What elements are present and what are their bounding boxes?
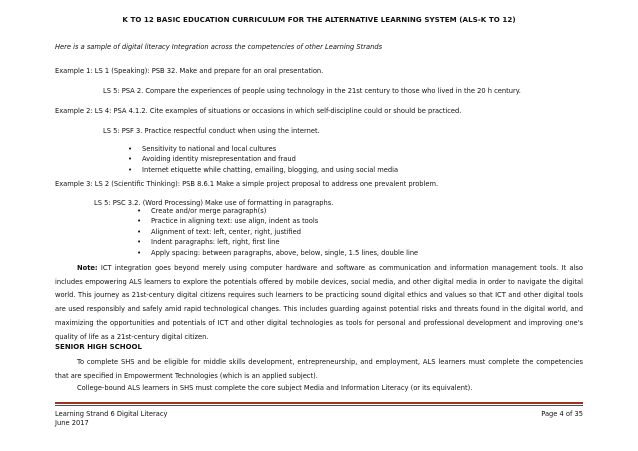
example-1-sub: LS 5: PSA 2. Compare the experiences of people using technology in the 21st century to those who lived in the 20 h century.: [103, 87, 521, 95]
footer-divider: [55, 402, 583, 404]
shs-paragraph-2: College-bound ALS learners in SHS must complete the core subject Media and Information Literacy (or its equivalent).: [77, 384, 473, 392]
footer-strand: Learning Strand 6 Digital Literacy: [55, 410, 168, 418]
list-item: • Practice in aligning text: use align, indent as tools: [137, 216, 418, 226]
section-title: SENIOR HIGH SCHOOL: [55, 343, 142, 351]
example-1-line: Example 1: LS 1 (Speaking): PSB 32. Make and prepare for an oral presentation.: [55, 67, 324, 75]
intro-text: Here is a sample of digital literacy Integration across the competencies of other Learning Strands: [55, 43, 383, 51]
example-2-bullet-list: [128, 144, 398, 175]
example-2-sub: LS 5: PSF 3. Practice respectful conduct when using the internet.: [103, 127, 320, 135]
list-item: • Avoiding identity misrepresentation and fraud: [128, 154, 398, 164]
list-item: • Internet etiquette while chatting, emailing, blogging, and using social media: [128, 165, 398, 175]
note-text: ICT integration goes beyond merely using computer hardware and software as communication and information management tools. It also includes empowering ALS learners to explore the potentials offered by mobile devices, social media, and other digital media in order to navigate the digital world. This journey as 21st-century digital citizens requires such learners to be practicing sound digital ethics and values so that ICT and other digital tools are used responsibly and safely amid rapid technological changes. This includes guarding against potential risks and threats found in the digital world, and maximizing the opportunities and potentials of ICT and other digital technologies as tools for personal and professional development and improving one's quality of life as a 21st-century digital citizen.: [55, 264, 583, 341]
list-item: • Apply spacing: between paragraphs, above, below, single, 1.5 lines, double line: [137, 248, 418, 258]
list-item: • Sensitivity to national and local cultures: [128, 144, 398, 154]
example-3-sub: LS 5: PSC 3.2. (Word Processing) Make use of formatting in paragraphs.: [94, 199, 334, 207]
note-label: Note:: [77, 264, 98, 272]
list-item: • Create and/or merge paragraph(s): [137, 206, 418, 216]
list-item: • Alignment of text: left, center, right, justified: [137, 227, 418, 237]
example-3-bullet-list: [137, 206, 418, 258]
footer-date: June 2017: [55, 419, 89, 427]
example-2-line: Example 2: LS 4: PSA 4.1.2. Cite examples of situations or occasions in which self-discipline could or should be practiced.: [55, 107, 462, 115]
list-item: • Indent paragraphs: left, right, first line: [137, 237, 418, 247]
shs-paragraph-1: To complete SHS and be eligible for middle skills development, entrepreneurship, and employment, ALS learners must complete the competencies that are specified in Empowerment Technologies (which is an applied subject).: [55, 358, 583, 380]
example-3-line: Example 3: LS 2 (Scientific Thinking): PSB 8.6.1 Make a simple project proposal to address one prevalent problem.: [55, 180, 439, 188]
page-header-title: K TO 12 BASIC EDUCATION CURRICULUM FOR THE ALTERNATIVE LEARNING SYSTEM (ALS-K TO 12): [122, 15, 516, 24]
note-paragraph: [55, 262, 583, 344]
footer-page-number: Page 4 of 35: [541, 410, 583, 418]
